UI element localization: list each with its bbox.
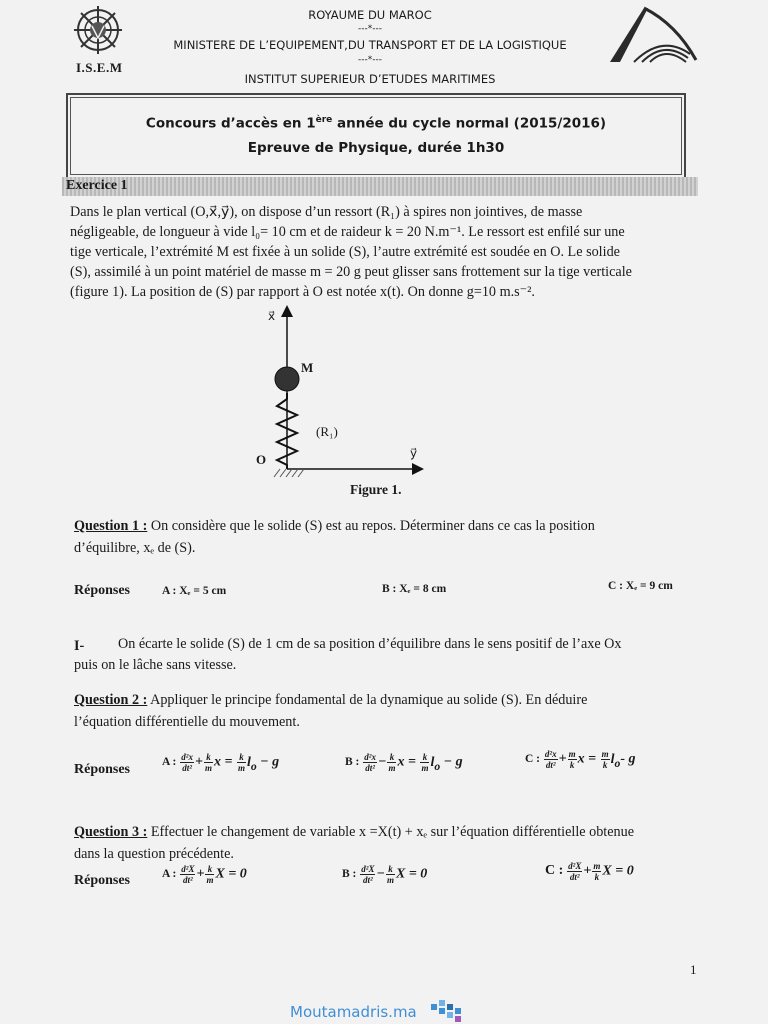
question-2: Question 2 : Appliquer le principe fondamental de la dynamique au solide (S). En déduire xyxy=(74,692,588,708)
part-number: I- xyxy=(74,638,85,654)
responses-label: Réponses xyxy=(74,873,131,888)
responses-label: Réponses xyxy=(74,583,131,598)
question-1: Question 1 : On considère que le solide (S) est au repos. Déterminer dans ce cas la position xyxy=(74,518,595,534)
solid-mass xyxy=(275,367,299,391)
intro-line: (figure 1). La position de (S) par rapport à O est notée x(t). On donne g=10 m.s⁻². xyxy=(70,284,535,300)
question-3-cont: dans la question précédente. xyxy=(74,846,234,862)
point-m-label: M xyxy=(301,360,314,375)
question-2-cont: l’équation différentielle du mouvement. xyxy=(74,714,300,730)
answer-b: B : $\frac{\text{d²x}}{\text{dt²}}$ − $\frac{k}{m}$ x = $\frac{k}{m}$ $l_o - g$ xyxy=(345,752,463,773)
exam-subtitle: Epreuve de Physique, durée 1h30 xyxy=(247,140,505,156)
header-separator: ---*--- xyxy=(358,55,382,65)
point-o-label: O xyxy=(256,452,267,467)
exercise-banner xyxy=(62,177,698,196)
institute-logo-icon xyxy=(604,4,700,66)
intro-line: Dans le plan vertical (O,x⃗,y⃗), on dispose d’un ressort (R₁) à spires non jointives, de masse xyxy=(70,204,583,220)
intro-line: tige verticale, l’extrémité M est fixée à un solide (S), l’autre extrémité est soudée en O. Le solide xyxy=(70,244,620,260)
answer-a: A : $\frac{\text{d²x}}{\text{dt²}}$ + $\frac{k}{m}$ x = $\frac{k}{m}$ $l_o - g$ xyxy=(162,752,280,773)
spring-label: (R₁) xyxy=(316,424,338,439)
watermark-pixel-icon xyxy=(431,1000,465,1022)
header-ministry: MINISTERE DE L’EQUIPEMENT,DU TRANSPORT ET DE LA LOGISTIQUE xyxy=(173,38,567,52)
page-number: 1 xyxy=(690,962,697,977)
exercise-label: Exercice 1 xyxy=(66,178,128,193)
spring-figure xyxy=(250,305,450,485)
axis-x-label: x⃗ xyxy=(268,309,276,323)
header-country: ROYAUME DU MAROC xyxy=(308,8,432,22)
intro-line: négligeable, de longueur à vide l₀= 10 cm et de raideur k = 20 N.m⁻¹. Le ressort est enfilé sur une xyxy=(70,224,625,240)
answer-b: B : $\frac{\text{d²X}}{\text{dt²}}$ − $\frac{k}{m}$ X = 0 xyxy=(342,864,428,885)
title-box xyxy=(66,93,686,179)
figure-caption: Figure 1. xyxy=(350,482,402,497)
answer-a: A : $\frac{\text{d²X}}{\text{dt²}}$ + $\frac{k}{m}$ X = 0 xyxy=(162,864,247,885)
question-3: Question 3 : Effectuer le changement de variable x =X(t) + xₑ sur l’équation différentielle obtenue xyxy=(74,824,635,840)
answer-c: C : $\frac{\text{d²X}}{\text{dt²}}$ + $\frac{m}{k}$ X = 0 xyxy=(545,861,634,882)
question-1-cont: d’équilibre, xₑ de (S). xyxy=(74,540,196,556)
isem-seal-icon xyxy=(66,4,130,58)
header-institute: INSTITUT SUPERIEUR D’ETUDES MARITIMES xyxy=(244,72,496,86)
axis-y-label: y⃗ xyxy=(410,446,418,460)
exam-title: Concours d’accès en 1ère année du cycle normal (2015/2016) xyxy=(145,115,607,132)
answer-c: C : $\frac{\text{d²x}}{\text{dt²}}$ + $\frac{m}{k}$ x = $\frac{m}{k}$ $l_o-$ g xyxy=(525,749,636,770)
responses-label: Réponses xyxy=(74,762,131,777)
header-separator: ---*--- xyxy=(358,24,382,34)
answer-b: B : Xₑ = 8 cm xyxy=(382,583,447,595)
answer-a: A : Xₑ = 5 cm xyxy=(162,585,227,597)
intro-line: (S), assimilé à un point matériel de masse m = 20 g peut glisser sans frottement sur la tige verticale xyxy=(70,264,632,280)
isem-acronym: I.S.E.M xyxy=(76,60,123,75)
watermark-text[interactable]: Moutamadris.ma xyxy=(290,1003,417,1021)
part-text: On écarte le solide (S) de 1 cm de sa position d’équilibre dans le sens positif de l’axe Ox xyxy=(118,636,622,652)
answer-c: C : Xₑ = 9 cm xyxy=(608,580,673,592)
part-text-cont: puis on le lâche sans vitesse. xyxy=(74,657,237,673)
